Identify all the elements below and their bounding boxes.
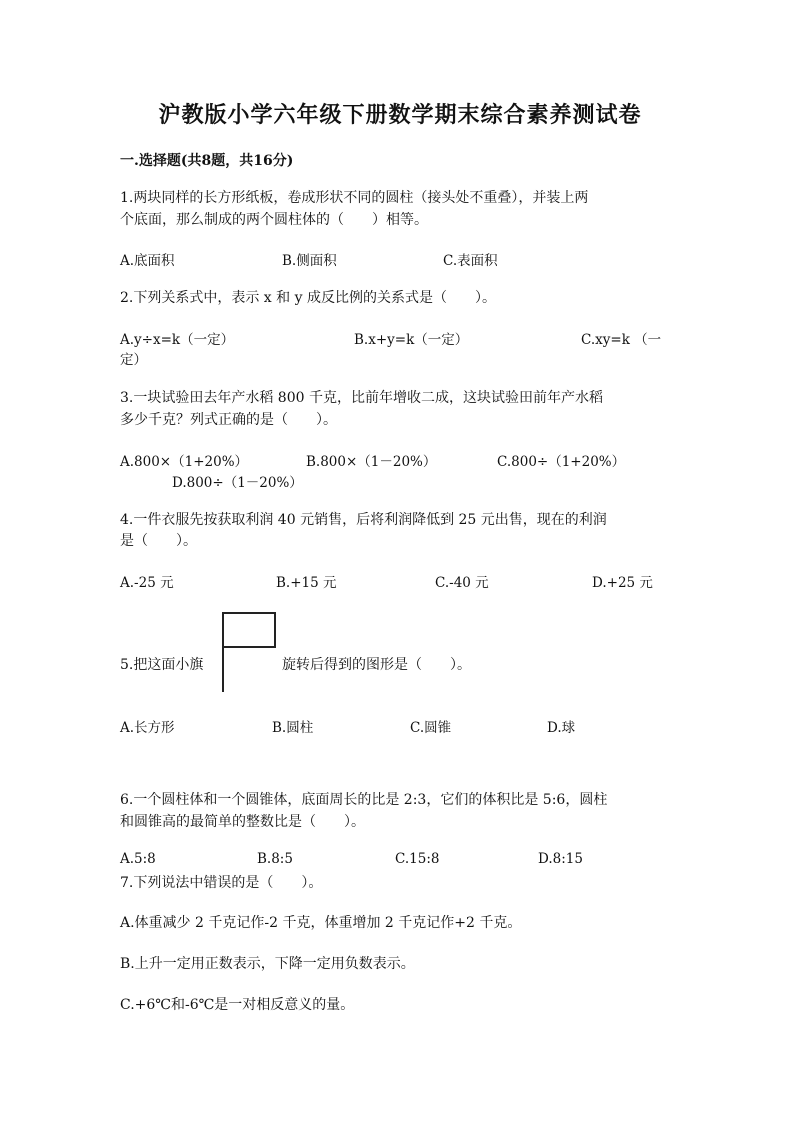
question-4-option-a: A.-25 元 bbox=[120, 575, 174, 591]
question-7-option-b: B.上升一定用正数表示，下降一定用负数表示。 bbox=[120, 956, 415, 972]
question-2-option-a: A.y÷x=k（一定） bbox=[120, 332, 235, 348]
question-3-option-c: C.800÷（1+20%） bbox=[497, 454, 626, 470]
question-2-option-c: C.xy=k （一 bbox=[581, 332, 662, 348]
question-6-option-b: B.8:5 bbox=[257, 851, 293, 867]
question-4-option-b: B.+15 元 bbox=[276, 575, 337, 591]
question-2-option-c-wrap: 定） bbox=[120, 352, 147, 368]
question-6-option-c: C.15:8 bbox=[395, 851, 440, 867]
question-2-option-b: B.x+y=k（一定） bbox=[354, 332, 469, 348]
question-1-option-c: C.表面积 bbox=[443, 253, 498, 269]
question-7-line-1: 7.下列说法中错误的是（ ）。 bbox=[120, 875, 323, 891]
question-1-option-a: A.底面积 bbox=[120, 253, 175, 269]
question-5-text-before: 5.把这面小旗 bbox=[120, 657, 204, 673]
section-heading: 一.选择题(共8题，共16分) bbox=[120, 153, 294, 169]
question-3-option-b: B.800×（1－20%） bbox=[306, 454, 437, 470]
question-1-option-b: B.侧面积 bbox=[282, 253, 337, 269]
question-6-line-2: 和圆锥高的最简单的整数比是（ ）。 bbox=[120, 814, 365, 830]
question-4-option-c: C.-40 元 bbox=[435, 575, 489, 591]
question-4-line-2: 是（ ）。 bbox=[120, 533, 197, 549]
question-1-line-1: 1.两块同样的长方形纸板，卷成形状不同的圆柱（接头处不重叠），并装上两 bbox=[120, 190, 589, 206]
question-7-option-a: A.体重减少 2 千克记作-2 千克，体重增加 2 千克记作+2 千克。 bbox=[120, 915, 522, 931]
page-title: 沪教版小学六年级下册数学期末综合素养测试卷 bbox=[158, 102, 642, 128]
question-1-line-2: 个底面，那么制成的两个圆柱体的（ ）相等。 bbox=[120, 212, 428, 228]
flag-cloth bbox=[223, 612, 276, 648]
question-6-option-a: A.5:8 bbox=[120, 851, 156, 867]
question-3-option-d: D.800÷（1－20%） bbox=[172, 475, 303, 491]
question-5-option-b: B.圆柱 bbox=[272, 720, 314, 736]
question-5-option-a: A.长方形 bbox=[120, 720, 175, 736]
question-5-option-c: C.圆锥 bbox=[410, 720, 452, 736]
question-3-line-2: 多少千克？列式正确的是（ ）。 bbox=[120, 412, 337, 428]
question-5-option-d: D.球 bbox=[547, 720, 576, 736]
question-7-option-c: C.+6℃和-6℃是一对相反意义的量。 bbox=[120, 997, 355, 1013]
question-4-option-d: D.+25 元 bbox=[592, 575, 653, 591]
question-6-line-1: 6.一个圆柱体和一个圆锥体，底面周长的比是 2:3，它们的体积比是 5:6，圆柱 bbox=[120, 792, 608, 808]
question-3-option-a: A.800×（1+20%） bbox=[120, 454, 249, 470]
question-6-option-d: D.8:15 bbox=[538, 851, 583, 867]
question-4-line-1: 4.一件衣服先按获取利润 40 元销售，后将利润降低到 25 元出售，现在的利润 bbox=[120, 512, 607, 528]
question-2-line-1: 2.下列关系式中，表示 x 和 y 成反比例的关系式是（ ）。 bbox=[120, 290, 496, 306]
question-5-text-after: 旋转后得到的图形是（ ）。 bbox=[282, 657, 471, 673]
question-3-line-1: 3.一块试验田去年产水稻 800 千克，比前年增收二成，这块试验田前年产水稻 bbox=[120, 390, 603, 406]
